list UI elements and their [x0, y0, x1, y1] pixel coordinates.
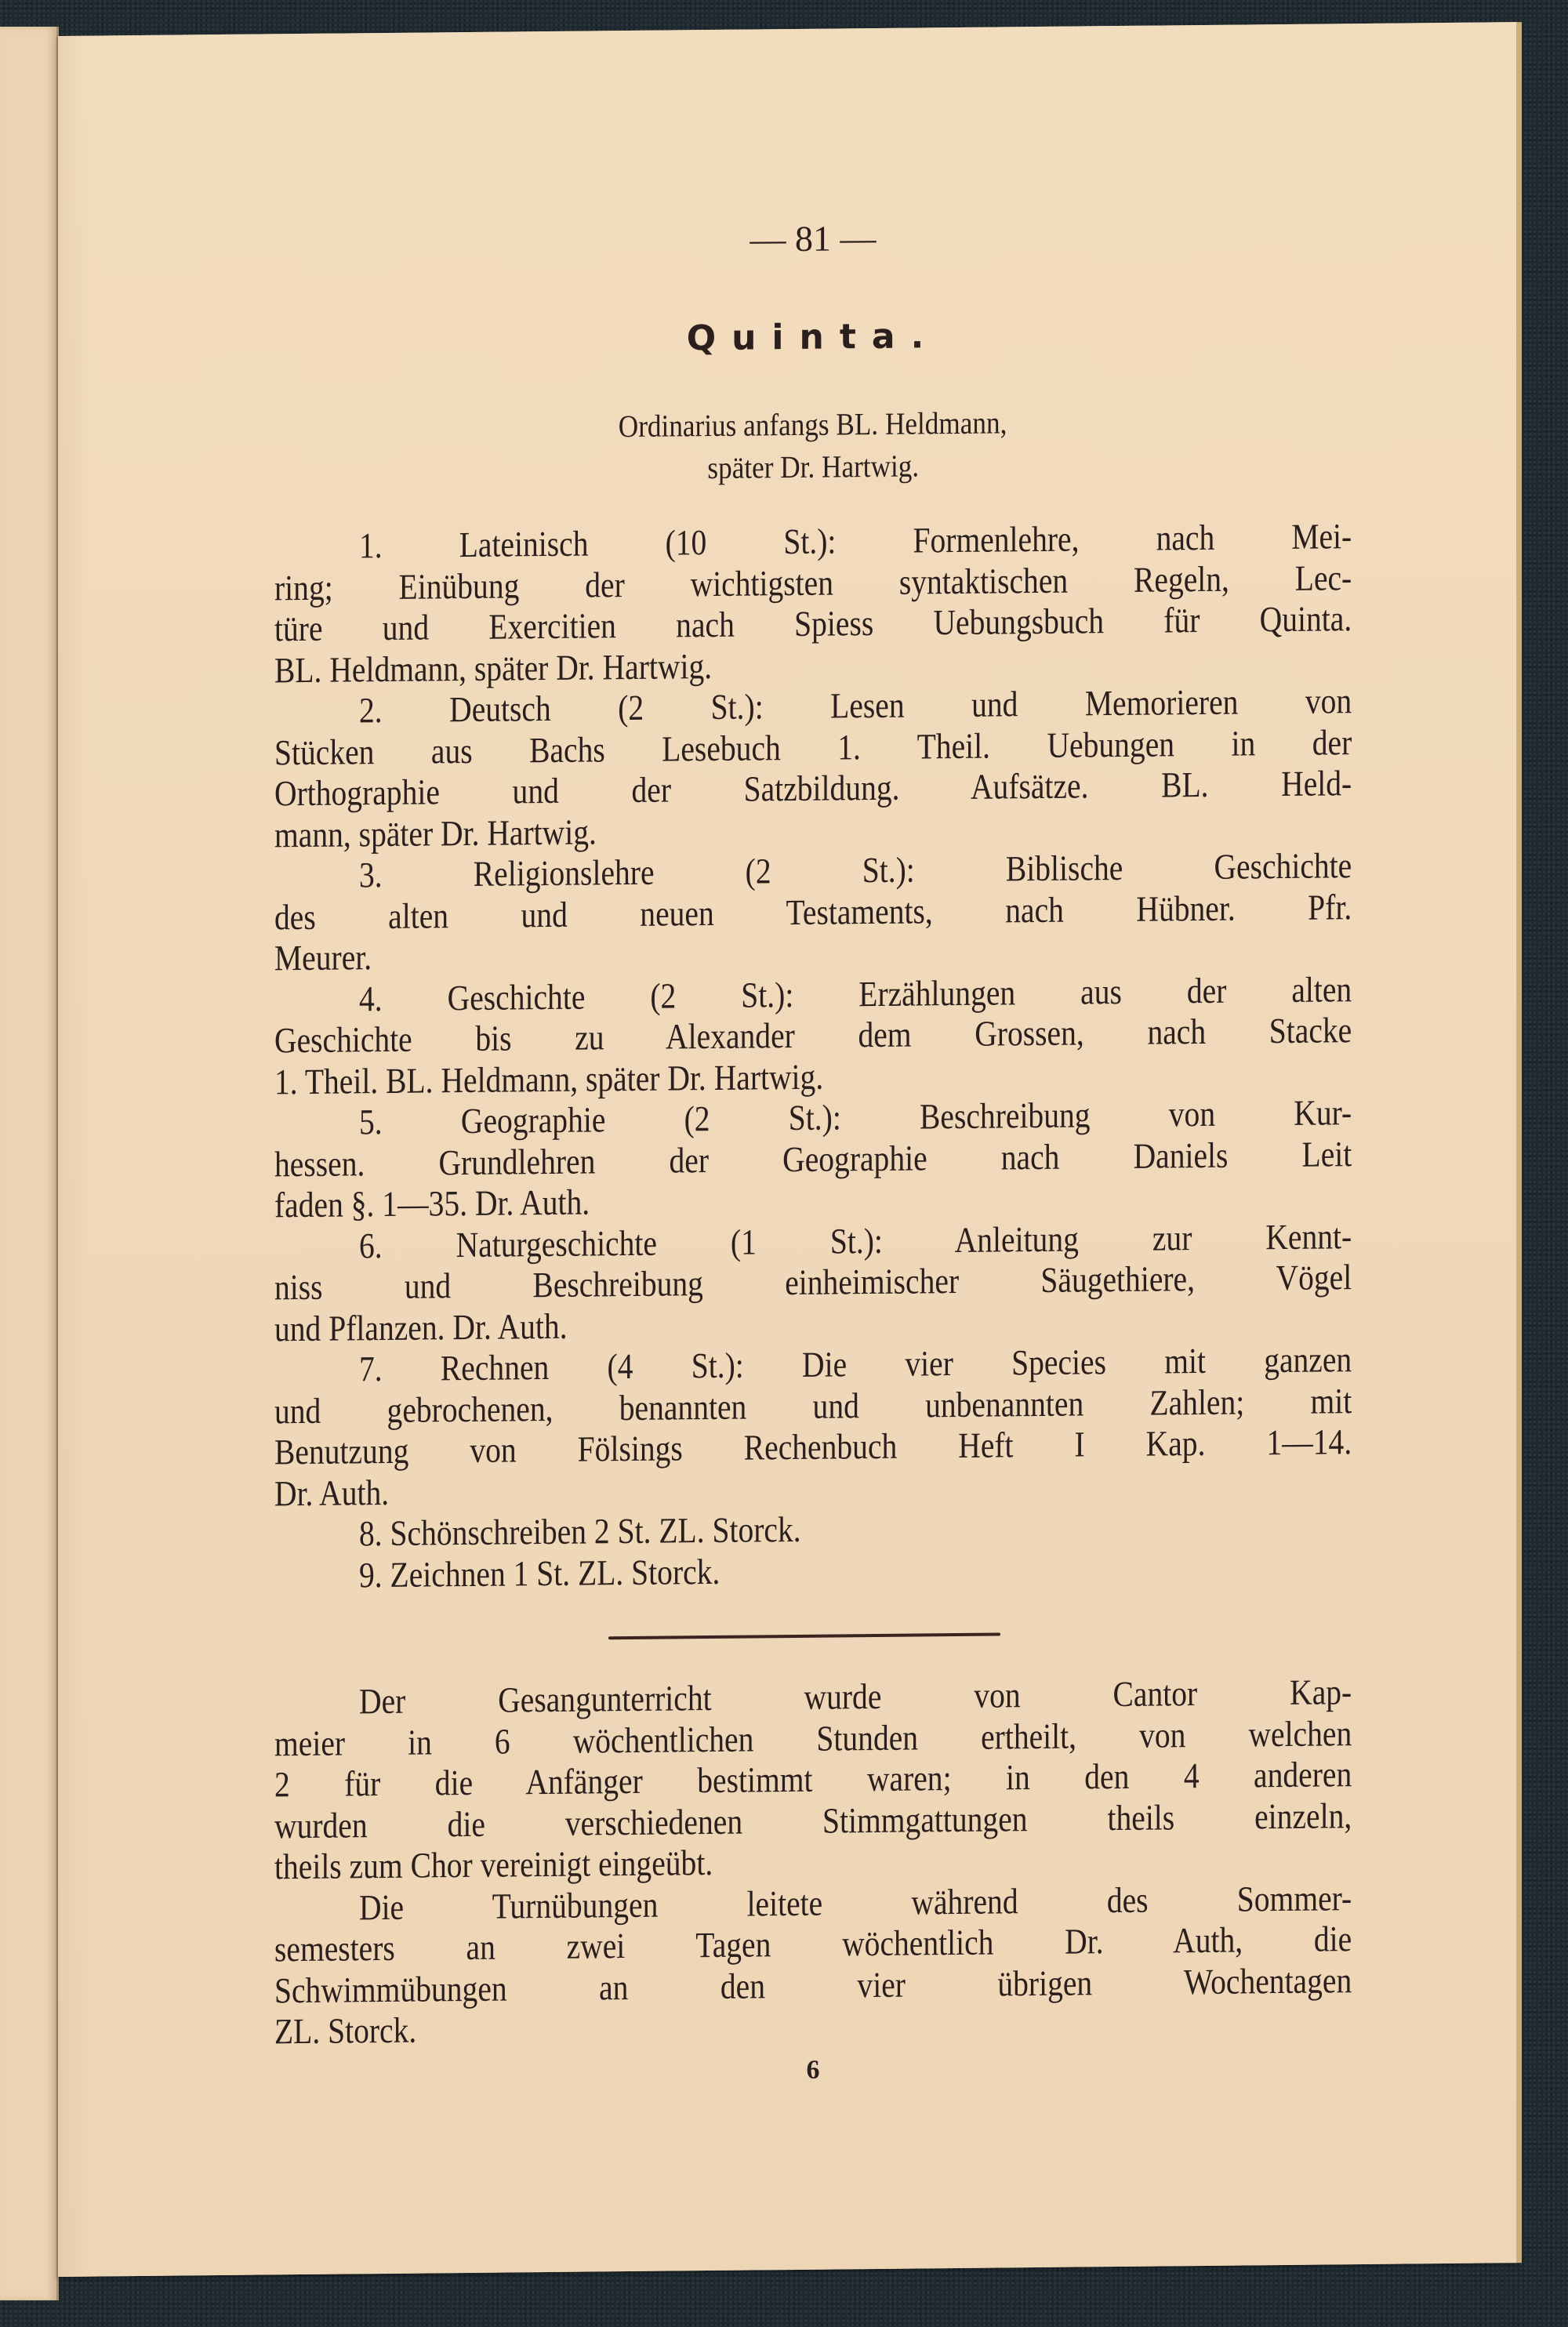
subject-line: Stücken aus Bachs Lesebuch 1. Theil. Uebungen in der — [274, 721, 1352, 772]
subject-line: des alten und neuen Testaments, nach Hübner. Pfr. — [274, 886, 1352, 937]
subject-line: niss und Beschreibung einheimischer Säugethiere, Vögel — [274, 1257, 1352, 1308]
subject-line: 1. Lateinisch (10 St.): Formenlehre, nach Mei- — [359, 516, 1352, 566]
subject-line: 8. Schönschreiben 2 St. ZL. Storck. — [359, 1508, 801, 1554]
left-page-edge — [0, 27, 59, 2300]
subject-item-geography — [274, 1092, 1352, 1226]
section-title: Quinta. — [686, 316, 940, 359]
subject-line: BL. Heldmann, später Dr. Hartwig. — [274, 645, 713, 690]
class-teacher-line-1: Ordinarius anfangs BL. Heldmann, — [619, 405, 1007, 445]
subject-line: Dr. Auth. — [274, 1472, 390, 1513]
printer-signature-mark: 6 — [806, 2055, 820, 2085]
subject-line: Benutzung von Fölsings Rechenbuch Heft I Kap. 1—14. — [274, 1421, 1352, 1472]
subject-line: 6. Naturgeschichte (1 St.): Anleitung zur Kennt- — [359, 1215, 1352, 1265]
subject-item-latin — [274, 516, 1352, 691]
subject-line: 7. Rechnen (4 St.): Die vier Species mit ganzen — [359, 1339, 1352, 1389]
subject-line: 1. Theil. BL. Heldmann, später Dr. Hartwig. — [274, 1056, 824, 1102]
paragraph-line: wurden die verschiedenen Stimmgattungen theils einzeln, — [274, 1795, 1352, 1846]
subject-line: 5. Geographie (2 St.): Beschreibung von Kur- — [359, 1092, 1352, 1142]
text-column — [274, 24, 1352, 2085]
section-divider-rule — [608, 1632, 1000, 1639]
subject-line: und Pflanzen. Dr. Auth. — [274, 1305, 568, 1349]
subject-line: Meurer. — [274, 937, 372, 978]
paragraph-line: Die Turnübungen leitete während des Sommer- — [359, 1877, 1352, 1927]
subject-item-religion — [274, 845, 1352, 979]
paragraph-line: semesters an zwei Tagen wöchentlich Dr. Auth, die — [274, 1919, 1352, 1969]
page-number: — 81 — — [750, 217, 877, 260]
subject-line: 9. Zeichnen 1 St. ZL. Storck. — [359, 1551, 720, 1595]
subject-line: Geschichte bis zu Alexander dem Grossen, nach Stacke — [274, 1010, 1352, 1061]
paragraph-singing — [274, 1672, 1352, 1888]
subject-line: 3. Religionslehre (2 St.): Biblische Geschichte — [359, 845, 1352, 895]
class-teacher-line-2: später Dr. Hartwig. — [707, 448, 919, 486]
paragraph-line: 2 für die Anfänger bestimmt waren; in den 4 anderen — [274, 1754, 1352, 1805]
paragraph-line: Der Gesangunterricht wurde von Cantor Kap- — [359, 1672, 1352, 1722]
subject-line: hessen. Grundlehren der Geographie nach Daniels Leit — [274, 1133, 1352, 1184]
paragraph-line: Schwimmübungen an den vier übrigen Wochentagen — [274, 1959, 1352, 2010]
paragraph-line: ZL. Storck. — [274, 2009, 417, 2052]
subject-item-history — [274, 969, 1352, 1103]
subject-line: 4. Geschichte (2 St.): Erzählungen aus der alten — [359, 968, 1352, 1018]
subject-line: und gebrochenen, benannten und unbenannten Zahlen; mit — [274, 1380, 1352, 1431]
subject-line: ring; Einübung der wichtigsten syntaktischen Regeln, Lec- — [274, 557, 1352, 608]
subject-line: türe und Exercitien nach Spiess Uebungsbuch für Quinta. — [274, 598, 1352, 649]
subject-item-arithmetic — [274, 1339, 1352, 1514]
paragraph-line: meier in 6 wöchentlichen Stunden ertheilt, von welchen — [274, 1712, 1352, 1763]
subject-item-natural-history — [274, 1216, 1352, 1350]
paragraph-gymnastics — [274, 1878, 1352, 2053]
closing-paragraphs — [274, 1672, 1352, 2053]
subject-line: faden §. 1—35. Dr. Auth. — [274, 1182, 590, 1225]
subject-line: 2. Deutsch (2 St.): Lesen und Memorieren von — [359, 681, 1352, 731]
book-page — [58, 22, 1517, 2277]
subject-item-german — [274, 681, 1352, 855]
subject-line: Orthographie und der Satzbildung. Aufsätze. BL. Held- — [274, 763, 1352, 814]
paragraph-line: theils zum Chor vereinigt eingeübt. — [274, 1842, 713, 1887]
subject-line: mann, später Dr. Hartwig. — [274, 811, 597, 855]
subject-list — [274, 516, 1352, 1596]
class-teacher-note — [274, 398, 1352, 493]
